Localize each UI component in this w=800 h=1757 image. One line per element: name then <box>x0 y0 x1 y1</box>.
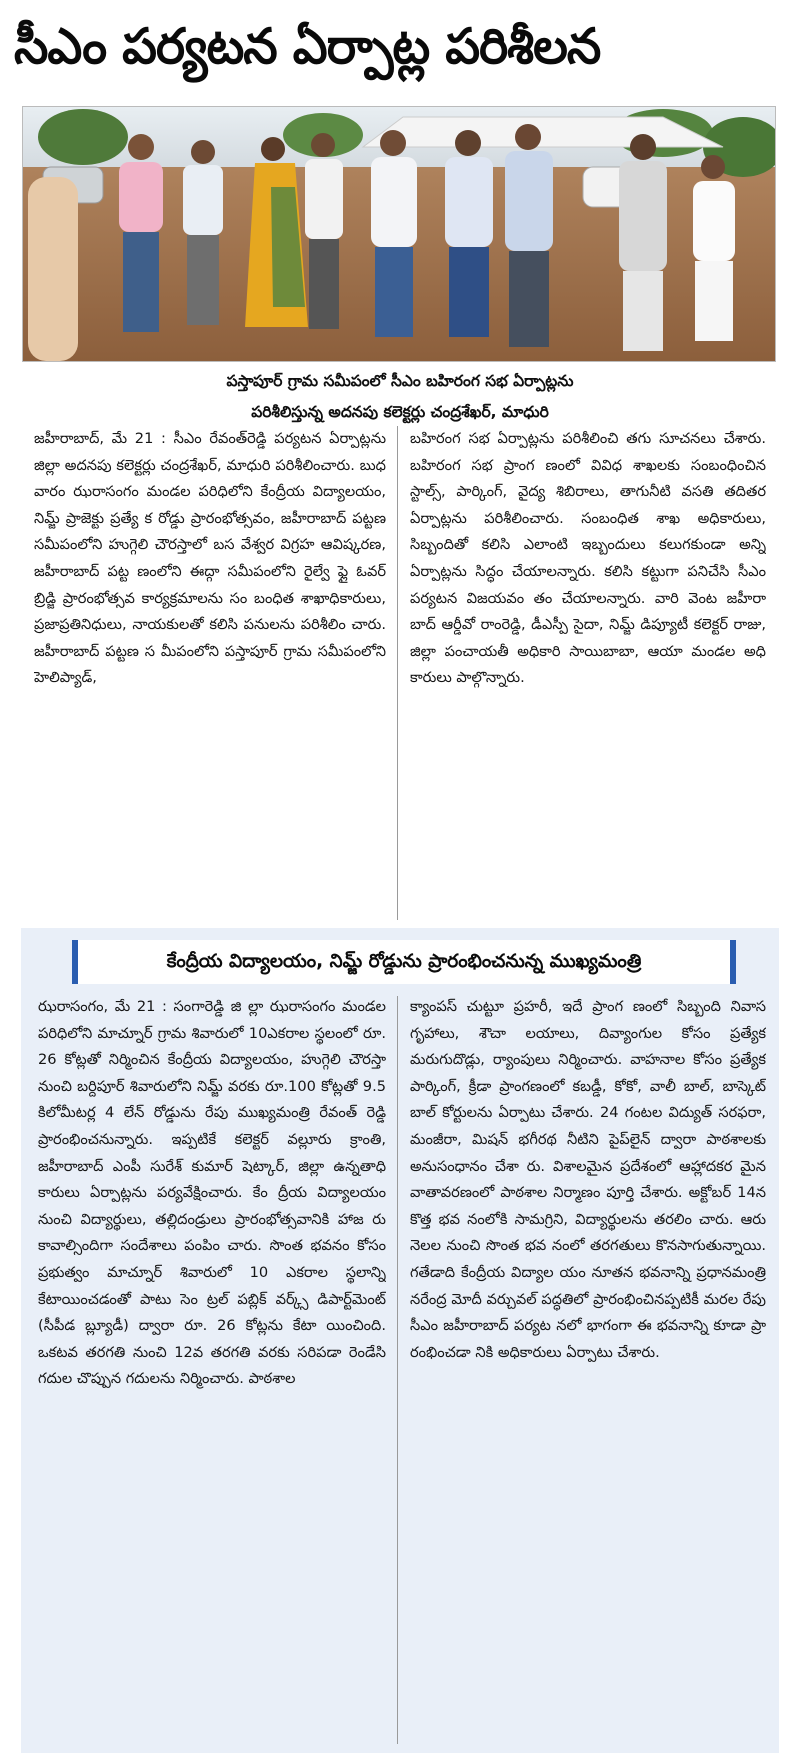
article2-col2-text: క్యాంపస్ చుట్టూ ప్రహరీ, ఇదే ప్రాంగ ణంలో సిబ్బంది నివాస గృహాలు, శౌచా లయాలు, దివ్యాంగుల కోసం ప్రత్యేక మరుగుదొడ్లు, ర్యాంపులు నిర్మించారు. వాహనాల కోసం ప్రత్యేక పార్కింగ్, క్రీడా ప్రాంగణంలో కబడ్డీ, కోకో, వాలీ బాల్, బాస్కెట్ బాల్ కోర్టులను ఏర్పాటు చేశారు. 24 గంటల విద్యుత్ సరఫరా, మంజీరా, మిషన్ భగీరథ నీటిని పైప్‌లైన్ ద్వారా పాఠశాలకు అనుసంధానం చేశా రు. విశాలమైన ప్రదేశంలో ఆహ్లాదకర మైన వాతావరణంలో పాఠశాల నిర్మాణం పూర్తి చేశారు. అక్టోబర్ 14న కొత్త భవ నంలోకి సామగ్రిని, విద్యార్థులను తరలిం చారు. ఆరు నెలల నుంచి సొంత భవ నంలో తరగతులు కొనసాగుతున్నాయి. గతేడాది కేంద్రీయ విద్యాల యం నూతన భవనాన్ని ప్రధానమంత్రి నరేంద్ర మోదీ వర్చువల్ పద్ధతిలో ప్రారంభించినప్పటికీ మరల రేపు సీఎం జహీరాబాద్ పర్యట నలో భాగంగా ఈ భవనాన్ని కూడా ప్రా రంభించడా నికి అధికారులు ఏర్పాటు చేశారు. <box>410 998 766 1361</box>
news-photo <box>22 106 776 362</box>
photo-officials-inspecting-site-icon <box>23 107 775 361</box>
photo-caption <box>40 366 760 428</box>
article2-subheadline: కేంద్రీయ విద్యాలయం, నిమ్జ్ రోడ్డును ప్రారంభించనున్న ముఖ్యమంత్రి <box>72 940 736 984</box>
article1-column-1 <box>34 426 386 924</box>
column-divider-2 <box>397 996 398 1744</box>
article1-col1-text: జహీరాబాద్, మే 21 : సీఎం రేవంత్‌రెడ్డి పర్యటన ఏర్పాట్లను జిల్లా అదనపు కలెక్టర్లు చంద్రశేఖర్, మాధురి పరిశీలించారు. బుధ వారం ఝరాసంగం మండల పరిధిలోని కేంద్రీయ విద్యాలయం, నిమ్జ్ ప్రాజెక్టు ప్రత్యే క రోడ్డు ప్రారంభోత్సవం, జహీరాబాద్ పట్టణ సమీపంలోని హుగ్గెలి చౌరస్తాలో బస వేశ్వర విగ్రహ ఆవిష్కరణ, జహీరాబాద్ పట్ట ణంలోని ఈద్గా సమీపంలోని రైల్వే ఫ్లై ఓవర్ బ్రిడ్జి ప్రారంభోత్సవ కార్యక్రమాలను సం బంధిత శాఖాధికారులు, ప్రజాప్రతినిధులు, నాయకులతో కలిసి పనులను పరిశీలిం చారు. జహీరాబాద్ పట్టణ స మీపంలోని పస్తాపూర్ గ్రామ సమీపంలోని హెలిప్యాడ్, <box>34 430 386 687</box>
headline: సీఎం పర్యటన ఏర్పాట్ల పరిశీలన <box>14 18 601 75</box>
article2-col1-text: ఝరాసంగం, మే 21 : సంగారెడ్డి జి ల్లా ఝరాసంగం మండల పరిధిలోని మాచ్నూర్ గ్రామ శివారులో 10ఎకరాల స్థలంలో రూ. 26 కోట్లతో నిర్మించిన కేంద్రీయ విద్యాలయం, హుగ్గెలి చౌరస్తా నుంచి బర్దిపూర్ శివారులోని నిమ్జ్ వరకు రూ.100 కోట్లతో 9.5 కిలోమీటర్ల 4 లేన్ రోడ్డును రేపు ముఖ్యమంత్రి రేవంత్ రెడ్డి ప్రారంభించనున్నారు. ఇప్పటికే కలెక్టర్ వల్లూరు క్రాంతి, జహీరాబాద్ ఎంపీ సురేశ్ కుమార్ షెట్కార్, జిల్లా ఉన్నతాధి కారులు ఏర్పాట్లను పర్యవేక్షించారు. కేం ద్రీయ విద్యాలయం నుంచి విద్యార్థులు, తల్లిదండ్రులు ప్రారంభోత్సవానికి హాజ రు కావాల్సిందిగా సందేశాలు పంపిం చారు. సొంత భవనం కోసం ప్రభుత్వం మాచ్నూర్ శివారులో 10 ఎకరాల స్థలాన్ని కేటాయించడంతో పాటు సెం ట్రల్ పబ్లిక్ వర్క్స్ డిపార్ట్‌మెంట్ (సీపీడ బ్ల్యూడీ) ద్వారా రూ. 26 కోట్లను కేటా యించింది. ఒకటవ తరగతి నుంచి 12వ తరగతి వరకు సరిపడా రెండేసి గదుల చొప్పున గదులను నిర్మించారు. పాఠశాల <box>38 998 386 1388</box>
article1-column-2 <box>410 426 766 924</box>
column-divider <box>397 426 398 920</box>
caption-line-2: పరిశీలిస్తున్న అదనపు కలెక్టర్లు చంద్రశేఖర్, మాధురి <box>251 403 549 421</box>
article1-col2-text: బహిరంగ సభ ఏర్పాట్లను పరిశీలించి తగు సూచనలు చేశారు. బహిరంగ సభ ప్రాంగ ణంలో వివిధ శాఖలకు సంబంధించిన స్టాల్స్, పార్కింగ్, వైద్య శిబిరాలు, తాగునీటి వసతి తదితర ఏర్పాట్లను పరిశీలించారు. సంబంధిత శాఖ అధికారులు, సిబ్బందితో కలిసి ఎలాంటి ఇబ్బందులు కలుగకుండా అన్ని ఏర్పాట్లను సిద్ధం చేయాలన్నారు. కలిసి కట్టుగా పనిచేసి సీఎం పర్యటన విజయవం తం చేయాలన్నారు. వారి వెంట జహీరా బాద్ ఆర్డీవో రాంరెడ్డి, డీఎస్పీ సైదా, నిమ్జ్ డిప్యూటీ కలెక్టర్ రాజు, జిల్లా పంచాయతీ అధికారి సాయిబాబా, ఆయా మండల అధి కారులు పాల్గొన్నారు. <box>410 430 766 687</box>
article2-column-2 <box>410 994 766 1746</box>
caption-line-1: పస్తాపూర్ గ్రామ సమీపంలో సీఎం బహిరంగ సభ ఏర్పాట్లను <box>226 372 574 390</box>
article2-column-1 <box>38 994 386 1746</box>
